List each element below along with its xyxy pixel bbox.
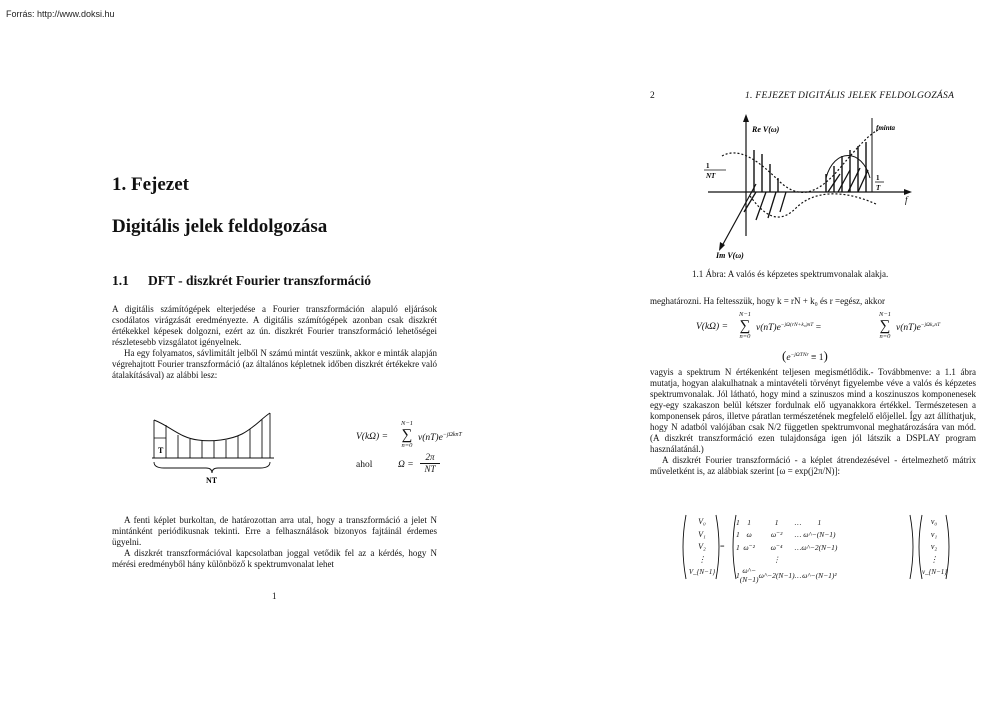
formula-sum-top: N−1 xyxy=(401,420,413,427)
lhs-cell: V_{N−1} xyxy=(688,568,716,576)
eq1-sum-bottom-2: n=0 xyxy=(879,332,891,340)
matrix-cell: … xyxy=(794,570,802,580)
formula-frac-num: 2π xyxy=(420,452,440,464)
eq1-sum-bottom: n=0 xyxy=(739,332,751,340)
dft-formula xyxy=(356,432,388,442)
lhs-cell: V₂ xyxy=(698,542,706,551)
eq1-mid-exp: −jΩ(rN+k₀)nT xyxy=(780,322,814,328)
matrix-cell: ω^−(N−1) xyxy=(739,566,759,584)
matrix-body xyxy=(736,516,837,584)
matrix-cell: ⋮ xyxy=(772,555,781,565)
paragraph-4: A diszkrét transzformációval kapcsolatban joggal vetődik fel az a kérdés, hogy N mérési eredményből hány különböző k spektrumvonalat lehet xyxy=(112,548,437,569)
matrix-cell: 1 xyxy=(736,542,740,552)
running-header: 1. FEJEZET DIGITÁLIS JELEK FELDOLGOZÁSA xyxy=(745,91,955,101)
section-heading xyxy=(112,273,371,289)
label-f: f xyxy=(905,195,908,205)
matrix-cell: … xyxy=(794,530,802,540)
section-number: 1.1 xyxy=(112,273,129,288)
matrix-cell: 1 xyxy=(817,517,822,527)
lhs-cell: V₁ xyxy=(698,529,706,539)
label-t: T xyxy=(876,184,881,192)
eq1-mid: v(nT)e xyxy=(756,323,781,334)
matrix-row xyxy=(736,516,837,529)
rhs-cell: v₀ xyxy=(930,517,938,526)
label-one-right: 1 xyxy=(876,174,880,182)
rhs-cell: v₂ xyxy=(930,542,938,551)
label-nt: NT xyxy=(706,172,716,180)
right-para-2-text: vagyis a spektrum N értékenként teljesen megismétlődik.- Továbbmenve: a 1.1 ábra mutatja, hogyan alakulhatnak a mintavételi törvényt figyelembe véve a valós és képzetes spektrumvonalak. Jól látható, hogy mind a szinuszos mind a koszinuszos komponenesek egy-egy szakaszon belül kétszer fordulnak elő ugyanakkora értékkel. Természetesen a komponensek páros, illetve páratlan természetének megfelelő előjellel. Így azt állíthatjuk, hogy N adatból valójában csak N/2 független spektrumvonal meghatározására van mód. (A diszkrét transzformáció ezen tulajdonsága igen jól látszik a DSPLAY program használatánál.) xyxy=(650,367,976,454)
formula-exp: −jΩknT xyxy=(442,432,462,438)
matrix-cell xyxy=(740,554,759,567)
matrix-cell: ω^−2(N−1) xyxy=(758,570,795,580)
chapter-label: 1. Fejezet xyxy=(112,174,189,195)
left-page-number: 1 xyxy=(272,591,277,601)
lhs-cell: ⋮ xyxy=(698,554,706,564)
label-im: Im V(ω) xyxy=(716,251,744,260)
formula-omega: Ω = xyxy=(398,460,414,470)
eq2: $(e^{-j\Omega TNr} \equiv 1)$ xyxy=(782,348,828,363)
matrix-cell: 1 xyxy=(736,570,740,580)
eq1-lhs: V(kΩ) = xyxy=(696,322,729,332)
matrix-row xyxy=(736,529,837,542)
intro-paragraphs xyxy=(112,304,437,381)
matrix-cell: … xyxy=(794,517,802,527)
matrix-rhs-vector xyxy=(922,516,946,579)
rhs-cell: v_{N−1} xyxy=(922,568,948,576)
right-page-number: 2 xyxy=(650,91,655,101)
rhs-cell: v₁ xyxy=(930,529,938,539)
sum-symbol-icon: ∑ xyxy=(879,317,891,334)
eq2-rhs: ≡ 1 xyxy=(811,353,824,363)
paragraph-3: A fenti képlet burkoltan, de határozottan arra utal, hogy a transzformáció a jelet N mintánként periódikusnak tekinti. Erre a felhasználások bizonyos fajtáinál érdemes ügyelni. xyxy=(112,515,437,547)
eq1-sum-top-2: N−1 xyxy=(879,311,891,318)
sum-symbol-icon: ∑ xyxy=(401,426,413,443)
formula-rhs-group xyxy=(418,432,462,443)
spectrum-figure xyxy=(700,108,925,263)
matrix-cell: 1 xyxy=(747,517,752,527)
matrix-cell xyxy=(801,554,837,567)
eq2-exp: −jΩTNr xyxy=(790,351,809,358)
right-para-2 xyxy=(650,367,976,477)
figure-label-nt: NT xyxy=(206,476,218,485)
matrix-row xyxy=(736,566,837,584)
formula-fraction xyxy=(420,452,440,475)
eq1-sum-left xyxy=(736,312,754,340)
matrix-cell xyxy=(795,554,802,567)
paragraph-1: A digitális számítógépek elterjedése a Fourier transzformáción alapuló eljárások csodálatos virágzását eredményezte. A digitális számítógépek azonban csak diszkrét értékekkel képesek dolgozni, ezért az ún. diszkrét Fourier transzformáció lehetőségei részletesebb vizsgálatot igényelnek. xyxy=(112,304,437,347)
sum-symbol-icon: ∑ xyxy=(739,317,751,334)
eq1-rhs: v(nT)e xyxy=(896,323,921,334)
formula-rhs: v(nT)e xyxy=(418,433,443,444)
eq2-base: e xyxy=(786,353,791,363)
figure-label-t: T xyxy=(158,446,164,455)
matrix-row xyxy=(736,541,837,554)
matrix-cell: 1 xyxy=(774,517,779,527)
formula-sum xyxy=(396,421,418,449)
formula-sum-bottom: n=0 xyxy=(401,441,413,449)
label-re: Re V(ω) xyxy=(752,125,780,134)
matrix-cell: 1 xyxy=(736,517,740,527)
matrix-cell: ω⁻² xyxy=(743,542,755,552)
eq1-sum-right xyxy=(876,312,894,340)
eq1-rhs-exp: −jΩk₀nT xyxy=(920,322,941,328)
label-fminta: fminta xyxy=(876,124,896,132)
section-title: DFT - diszkrét Fourier transzformáció xyxy=(148,273,371,288)
matrix-cell: 1 xyxy=(736,530,740,540)
eq1-sum-top: N−1 xyxy=(739,311,751,318)
right-para-1: meghatározni. Ha feltesszük, hogy k = rN + k₀ és r =egész, akkor xyxy=(650,296,886,306)
eq1-mid-group xyxy=(756,322,821,333)
closing-paragraphs xyxy=(112,515,437,570)
matrix-cell: … xyxy=(794,542,802,552)
formula-where: ahol xyxy=(356,460,373,470)
matrix-lhs-vector xyxy=(688,516,716,579)
lhs-cell: V₀ xyxy=(698,517,706,526)
sampled-signal-figure xyxy=(150,410,280,488)
formula-lhs: V(kΩ) = xyxy=(356,432,389,442)
source-label: Forrás: http://www.doksi.hu xyxy=(6,9,115,19)
matrix-cell: ω^−(N−1) xyxy=(803,530,836,540)
matrix-cell: ω^−2(N−1) xyxy=(801,542,838,552)
figure-caption: 1.1 Ábra: A valós és képzetes spektrumvonalak alakja. xyxy=(692,269,889,279)
right-para-3-text: A diszkrét Fourier transzformáció - a képlet átrendezésével - értelmezhető mátrix műveletként is, az alábbiak szerint [ω = exp(j2π/N)]: xyxy=(650,455,976,476)
matrix-cell: ω⁻⁴ xyxy=(770,542,783,552)
matrix-cell: ω xyxy=(746,530,752,540)
rhs-cell: ⋮ xyxy=(930,554,938,564)
label-one-left: 1 xyxy=(706,162,710,170)
matrix-equals: = xyxy=(720,542,725,551)
matrix-cell: ω⁻² xyxy=(770,530,783,540)
formula-frac-den: NT xyxy=(424,464,436,474)
paragraph-2: Ha egy folyamatos, sávlimitált jelből N számú mintát veszünk, akkor e minták alapján végrehajtott Fourier transzformáció (az általános képletnek időben diszkrét értékekre való átalakításával) az alábbi lesz: xyxy=(112,348,437,380)
eq1-eq: = xyxy=(815,323,822,334)
chapter-title: Digitális jelek feldolgozása xyxy=(112,216,328,237)
matrix-row xyxy=(736,554,837,567)
eq1-rhs-group xyxy=(896,322,940,333)
matrix-cell: ω^−(N−1)² xyxy=(802,570,837,580)
